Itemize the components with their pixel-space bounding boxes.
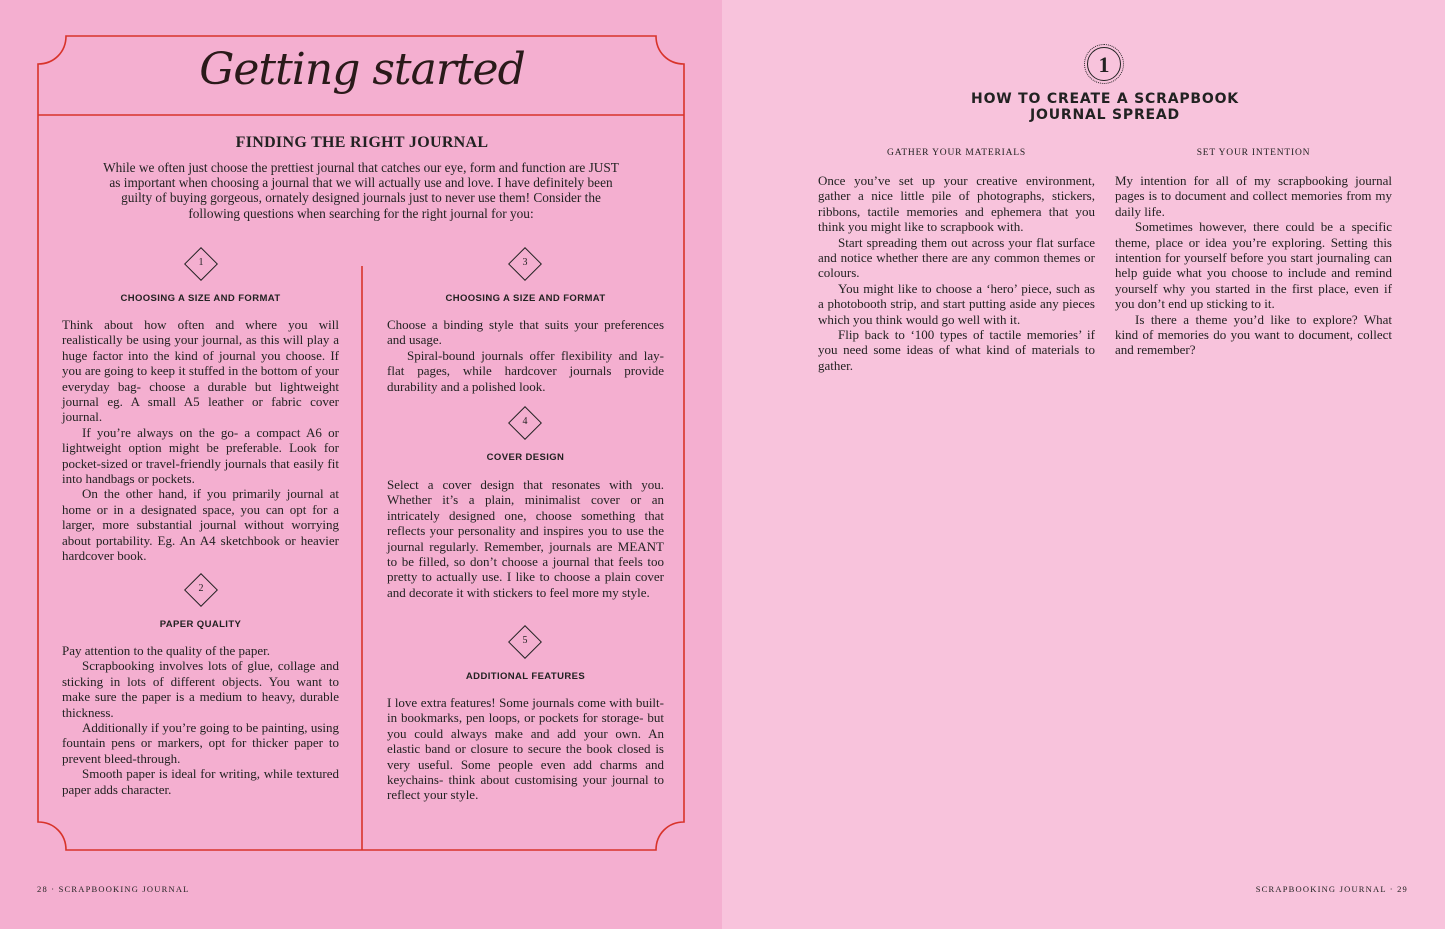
right-page-title [905,91,1305,123]
section-body-4 [387,477,664,600]
section-body-2 [62,643,339,797]
section-heading-5: ADDITIONAL FEATURES [465,671,586,682]
paragraph: Flip back to ‘100 types of tactile memories’ if you need some ideas of what kind of materials to gather. [818,327,1095,373]
paragraph: If you’re always on the go- a compact A6 or lightweight option might be preferable. Look for pocket-sized or travel-friendly journals that easily fit into handbags or pockets. [62,424,339,487]
section-heading-2: PAPER QUALITY [159,619,242,630]
paragraph: Think about how often and where you will realistically be using your journal, as this will play a huge factor into the kind of journal you choose. If you are going to keep it stuffed in the bottom of your everyday bag- choose a durable but lightweight journal eg. A small A5 leather or fabric cover journal. [62,317,339,425]
page-title: Getting started [199,44,525,95]
section-body-1 [62,317,339,564]
paragraph: Start spreading them out across your flat surface and notice whether there are any common themes or colours. [818,234,1095,281]
paragraph: I love extra features! Some journals come with built-in bookmarks, pen loops, or pockets for storage- but you could always make and add your own. An elastic band or closure to secure the book closed is very useful. Some people even add charms and keychains- think about customising your journal to reflect your style. [387,695,664,803]
paragraph: Spiral-bound journals offer flexibility and lay-flat pages, while hardcover journals provide durability and a polished look. [387,347,664,394]
column-body-materials [818,173,1095,373]
section-heading-1: CHOOSING A SIZE AND FORMAT [120,293,281,304]
right-folio: SCRAPBOOKING JOURNAL · 29 [1255,884,1408,894]
title-line-2: JOURNAL SPREAD [1030,107,1180,123]
paragraph: Choose a binding style that suits your preferences and usage. [387,317,664,348]
column-heading-materials: GATHER YOUR MATERIALS [887,148,1026,158]
paragraph: On the other hand, if you primarily journal at home or in a designated space, you can opt for a larger, more substantial journal without worrying about portability. Eg. An A4 sketchbook or heavier hardcover book. [62,486,339,564]
paragraph: Scrapbooking involves lots of glue, collage and sticking in lots of different objects. You want to make sure the paper is a medium to heavy, durable thickness. [62,658,339,720]
paragraph: You might like to choose a ‘hero’ piece, such as a photobooth strip, and start putting aside any pieces which you think would go well with it. [818,280,1095,327]
section-number-5: 5 [522,635,528,646]
section-heading-4: COVER DESIGN [486,452,565,463]
paragraph: Additionally if you’re going to be painting, using fountain pens or markers, opt for thicker paper to prevent bleed-through. [62,720,339,766]
section-heading-3: CHOOSING A SIZE AND FORMAT [445,293,606,304]
section-number-3: 3 [522,257,528,268]
paragraph: Select a cover design that resonates with you. Whether it’s a plain, minimalist cover or an intricately designed one, choose something that reflects your personality and inspires you to use the journal regularly. Remember, journals are MEANT to be filled, so don’t choose a journal that feels too pretty to actually use. I like to choose a plain cover and decorate it with stickers to feel more my style. [387,477,664,600]
paragraph: Is there a theme you’d like to explore? What kind of memories do you want to document, collect and remember? [1115,311,1392,358]
paragraph: Smooth paper is ideal for writing, while textured paper adds character. [62,766,339,797]
section-body-5 [387,695,664,803]
intro-text: While we often just choose the prettiest journal that catches our eye, form and function are JUST as important when choosing a journal that we will actually use and love. I have definitely been guilty of buying gorgeous, ornately designed journals just to never use them! Consider the following questions when searching for the right journal for you: [103,160,619,221]
paragraph: Once you’ve set up your creative environment, gather a nice little pile of photographs, stickers, ribbons, tactile memories and ephemera that you think you might like to scrapbook with. [818,173,1095,235]
section-number-1: 1 [198,257,204,268]
step-number-badge: 1 [1087,47,1121,81]
paragraph: My intention for all of my scrapbooking journal pages is to document and collect memories from my daily life. [1115,173,1392,219]
section-body-3 [387,317,664,394]
paragraph: Pay attention to the quality of the paper. [62,643,270,658]
section-heading: FINDING THE RIGHT JOURNAL [235,134,489,151]
section-number-4: 4 [522,416,528,427]
title-line-1: HOW TO CREATE A SCRAPBOOK [971,91,1239,107]
section-number-2: 2 [198,583,204,594]
column-heading-intention: SET YOUR INTENTION [1196,148,1311,158]
right-page [722,0,1445,929]
paragraph: Sometimes however, there could be a specific theme, place or idea you’re exploring. Setting this intention for yourself before you start journaling can help guide what you choose to include and remind yourself why you started in the first place, even if you don’t end up sticking to it. [1115,219,1392,312]
left-folio: 28 · SCRAPBOOKING JOURNAL [37,884,190,894]
column-body-intention [1115,173,1392,358]
